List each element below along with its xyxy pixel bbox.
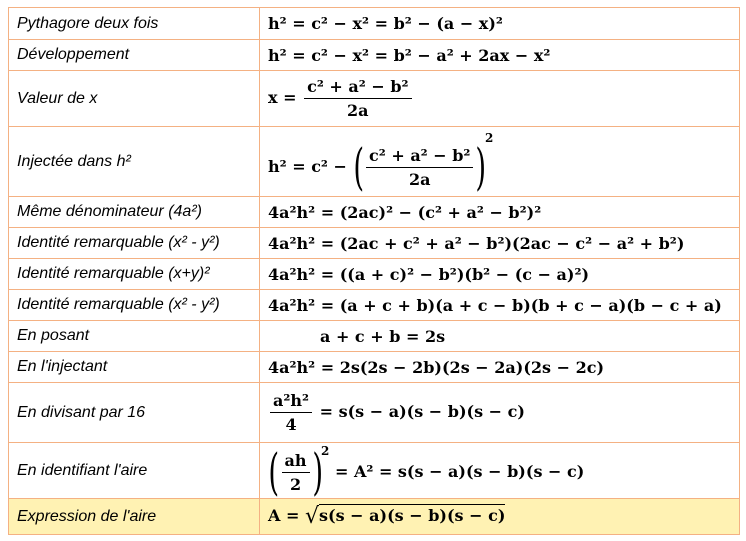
row-label: Développement [9, 40, 260, 71]
fraction-numerator: c² + a² − b² [366, 146, 473, 168]
table-row [9, 40, 740, 71]
row-formula [260, 383, 740, 443]
row-label: En l'injectant [9, 352, 260, 383]
row-label: Identité remarquable (x+y)² [9, 259, 260, 290]
row-formula [260, 443, 740, 499]
table-row [9, 352, 740, 383]
proof-table [8, 7, 740, 535]
table-row [9, 499, 740, 535]
fraction-numerator: ah [282, 451, 310, 473]
left-paren: ( [352, 138, 364, 197]
fraction-denominator: 4 [285, 415, 297, 434]
left-paren: ( [268, 443, 280, 499]
table-row [9, 71, 740, 127]
table-row [9, 228, 740, 259]
table-row [9, 8, 740, 40]
fraction-numerator: a²h² [270, 391, 312, 413]
row-label: Pythagore deux fois [9, 8, 260, 40]
row-formula [260, 499, 740, 535]
square-root-body: s(s − a)(s − b)(s − c) [319, 506, 506, 525]
square-root-sign: √ [304, 504, 319, 529]
row-label: Expression de l'aire [9, 499, 260, 535]
row-label: En posant [9, 321, 260, 352]
fraction-denominator: 2a [347, 101, 369, 120]
table-row [9, 383, 740, 443]
row-label: Injectée dans h² [9, 127, 260, 197]
table-row [9, 321, 740, 352]
exponent: 2 [321, 443, 330, 458]
row-formula: h² = c² − x² = b² − a² + 2ax − x² [260, 40, 740, 71]
formula-lhs: A = [268, 506, 300, 525]
formula-lhs: x = [268, 88, 297, 107]
fraction-denominator: 2 [289, 474, 302, 494]
row-label: Valeur de x [9, 71, 260, 127]
fraction-numerator: c² + a² − b² [304, 77, 411, 99]
row-formula: 4a²h² = ((a + c)² − b²)(b² − (c − a)²) [260, 259, 740, 290]
fraction [304, 77, 411, 120]
table-row [9, 443, 740, 499]
row-label: Identité remarquable (x² - y²) [9, 290, 260, 321]
formula-rhs: = A² = s(s − a)(s − b)(s − c) [334, 461, 585, 481]
row-label: En identifiant l'aire [9, 443, 260, 499]
table-row [9, 259, 740, 290]
table-row [9, 127, 740, 197]
right-paren: ) [475, 138, 487, 197]
formula-rhs: = s(s − a)(s − b)(s − c) [319, 402, 525, 421]
formula-lhs: h² = c² − [268, 156, 347, 176]
row-formula: 4a²h² = (2ac)² − (c² + a² − b²)² [260, 197, 740, 228]
row-formula [260, 71, 740, 127]
row-formula: a + c + b = 2s [260, 321, 740, 352]
row-formula: h² = c² − x² = b² − (a − x)² [260, 8, 740, 40]
row-formula: 4a²h² = (a + c + b)(a + c − b)(b + c − a)(b − c + a) [260, 290, 740, 321]
row-label: Même dénominateur (4a²) [9, 197, 260, 228]
row-label: Identité remarquable (x² - y²) [9, 228, 260, 259]
fraction [282, 451, 310, 494]
row-formula [260, 127, 740, 197]
exponent: 2 [484, 130, 494, 145]
table-row [9, 197, 740, 228]
row-formula: 4a²h² = 2s(2s − 2b)(2s − 2a)(2s − 2c) [260, 352, 740, 383]
table-row [9, 290, 740, 321]
row-formula: 4a²h² = (2ac + c² + a² − b²)(2ac − c² − a² + b²) [260, 228, 740, 259]
row-label: En divisant par 16 [9, 383, 260, 443]
right-paren: ) [311, 443, 323, 499]
fraction [270, 391, 312, 434]
fraction [366, 146, 473, 189]
fraction-denominator: 2a [408, 169, 431, 189]
